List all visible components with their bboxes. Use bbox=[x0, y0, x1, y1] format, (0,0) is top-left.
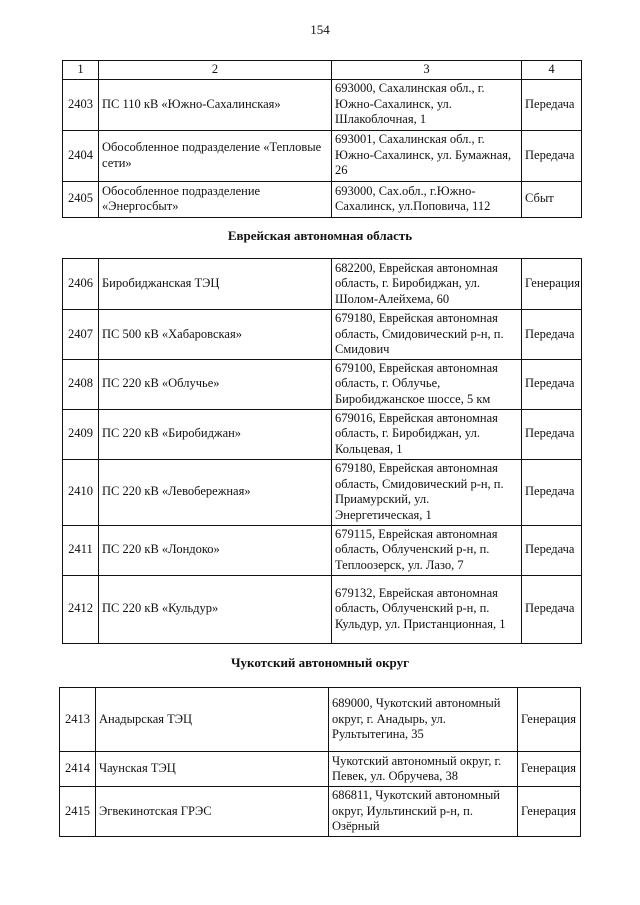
object-name: Обособленное подразделение «Тепловые сети» bbox=[99, 130, 332, 181]
row-number: 2412 bbox=[63, 575, 99, 643]
row-number: 2403 bbox=[63, 79, 99, 130]
object-name: ПС 220 кВ «Левобережная» bbox=[99, 459, 332, 525]
row-number: 2409 bbox=[63, 409, 99, 459]
table-sakhalin bbox=[62, 60, 582, 218]
row-number: 2405 bbox=[63, 181, 99, 217]
object-address: 679100, Еврейская автономная область, г. Облучье, Биробиджанское шоссе, 5 км bbox=[332, 359, 522, 409]
table-row bbox=[60, 752, 581, 787]
activity-type: Генерация bbox=[518, 688, 581, 752]
activity-type: Передача bbox=[522, 525, 582, 575]
activity-type: Передача bbox=[522, 310, 582, 360]
object-name: Эгвекинотская ГРЭС bbox=[96, 787, 329, 837]
object-name: ПС 500 кВ «Хабаровская» bbox=[99, 310, 332, 360]
activity-type: Передача bbox=[522, 459, 582, 525]
object-address: 679115, Еврейская автономная область, Облученский р-н, п. Теплоозерск, ул. Лазо, 7 bbox=[332, 525, 522, 575]
activity-type: Передача bbox=[522, 575, 582, 643]
object-address: 689000, Чукотский автономный округ, г. Анадырь, ул. Рультытегина, 35 bbox=[329, 688, 518, 752]
table-row bbox=[60, 787, 581, 837]
row-number: 2410 bbox=[63, 459, 99, 525]
header-col-2: 2 bbox=[99, 61, 332, 80]
object-name: ПС 110 кВ «Южно-Сахалинская» bbox=[99, 79, 332, 130]
object-address: 693001, Сахалинская обл., г. Южно-Сахалинск, ул. Бумажная, 26 bbox=[332, 130, 522, 181]
header-col-1: 1 bbox=[63, 61, 99, 80]
activity-type: Сбыт bbox=[522, 181, 582, 217]
object-name: ПС 220 кВ «Лондоко» bbox=[99, 525, 332, 575]
object-address: 686811, Чукотский автономный округ, Иультинский р-н, п. Озёрный bbox=[329, 787, 518, 837]
activity-type: Генерация bbox=[518, 787, 581, 837]
activity-type: Передача bbox=[522, 130, 582, 181]
object-name: ПС 220 кВ «Облучье» bbox=[99, 359, 332, 409]
object-name: Биробиджанская ТЭЦ bbox=[99, 259, 332, 310]
activity-type: Передача bbox=[522, 359, 582, 409]
table-jewish-ao bbox=[62, 258, 582, 644]
row-number: 2408 bbox=[63, 359, 99, 409]
activity-type: Передача bbox=[522, 79, 582, 130]
table-row bbox=[63, 310, 582, 360]
section-title-jewish-ao: Еврейская автономная область bbox=[227, 228, 413, 243]
row-number: 2413 bbox=[60, 688, 96, 752]
activity-type: Генерация bbox=[522, 259, 582, 310]
object-address: 679016, Еврейская автономная область, г. Биробиджан, ул. Кольцевая, 1 bbox=[332, 409, 522, 459]
table-header-row bbox=[63, 61, 582, 80]
object-address: 679132, Еврейская автономная область, Облученский р-н, п. Кульдур, ул. Пристанционная, 1 bbox=[332, 575, 522, 643]
row-number: 2411 bbox=[63, 525, 99, 575]
row-number: 2415 bbox=[60, 787, 96, 837]
object-address: 682200, Еврейская автономная область, г. Биробиджан, ул. Шолом-Алейхема, 60 bbox=[332, 259, 522, 310]
section-title-chukotka: Чукотский автономный округ bbox=[230, 655, 410, 670]
object-name: ПС 220 кВ «Биробиджан» bbox=[99, 409, 332, 459]
object-address: 679180, Еврейская автономная область, Смидовический р-н, п. Смидович bbox=[332, 310, 522, 360]
table-chukotka bbox=[59, 687, 581, 837]
row-number: 2407 bbox=[63, 310, 99, 360]
object-address: 693000, Сахалинская обл., г. Южно-Сахалинск, ул. Шлакоблочная, 1 bbox=[332, 79, 522, 130]
activity-type: Передача bbox=[522, 409, 582, 459]
table-row bbox=[63, 409, 582, 459]
row-number: 2404 bbox=[63, 130, 99, 181]
activity-type: Генерация bbox=[518, 752, 581, 787]
header-col-4: 4 bbox=[522, 61, 582, 80]
header-col-3: 3 bbox=[332, 61, 522, 80]
page-number: 154 bbox=[310, 22, 330, 37]
object-address: Чукотский автономный округ, г. Певек, ул. Обручева, 38 bbox=[329, 752, 518, 787]
table-row bbox=[63, 259, 582, 310]
object-name: Чаунская ТЭЦ bbox=[96, 752, 329, 787]
row-number: 2414 bbox=[60, 752, 96, 787]
table-row bbox=[60, 688, 581, 752]
object-name: Анадырская ТЭЦ bbox=[96, 688, 329, 752]
row-number: 2406 bbox=[63, 259, 99, 310]
table-row bbox=[63, 575, 582, 643]
object-address: 679180, Еврейская автономная область, Смидовический р-н, п. Приамурский, ул. Энергетическая, 1 bbox=[332, 459, 522, 525]
table-row bbox=[63, 181, 582, 217]
table-row bbox=[63, 459, 582, 525]
object-name: Обособленное подразделение «Энергосбыт» bbox=[99, 181, 332, 217]
table-row bbox=[63, 525, 582, 575]
table-row bbox=[63, 130, 582, 181]
object-name: ПС 220 кВ «Кульдур» bbox=[99, 575, 332, 643]
table-row bbox=[63, 359, 582, 409]
object-address: 693000, Сах.обл., г.Южно-Сахалинск, ул.Поповича, 112 bbox=[332, 181, 522, 217]
table-row bbox=[63, 79, 582, 130]
